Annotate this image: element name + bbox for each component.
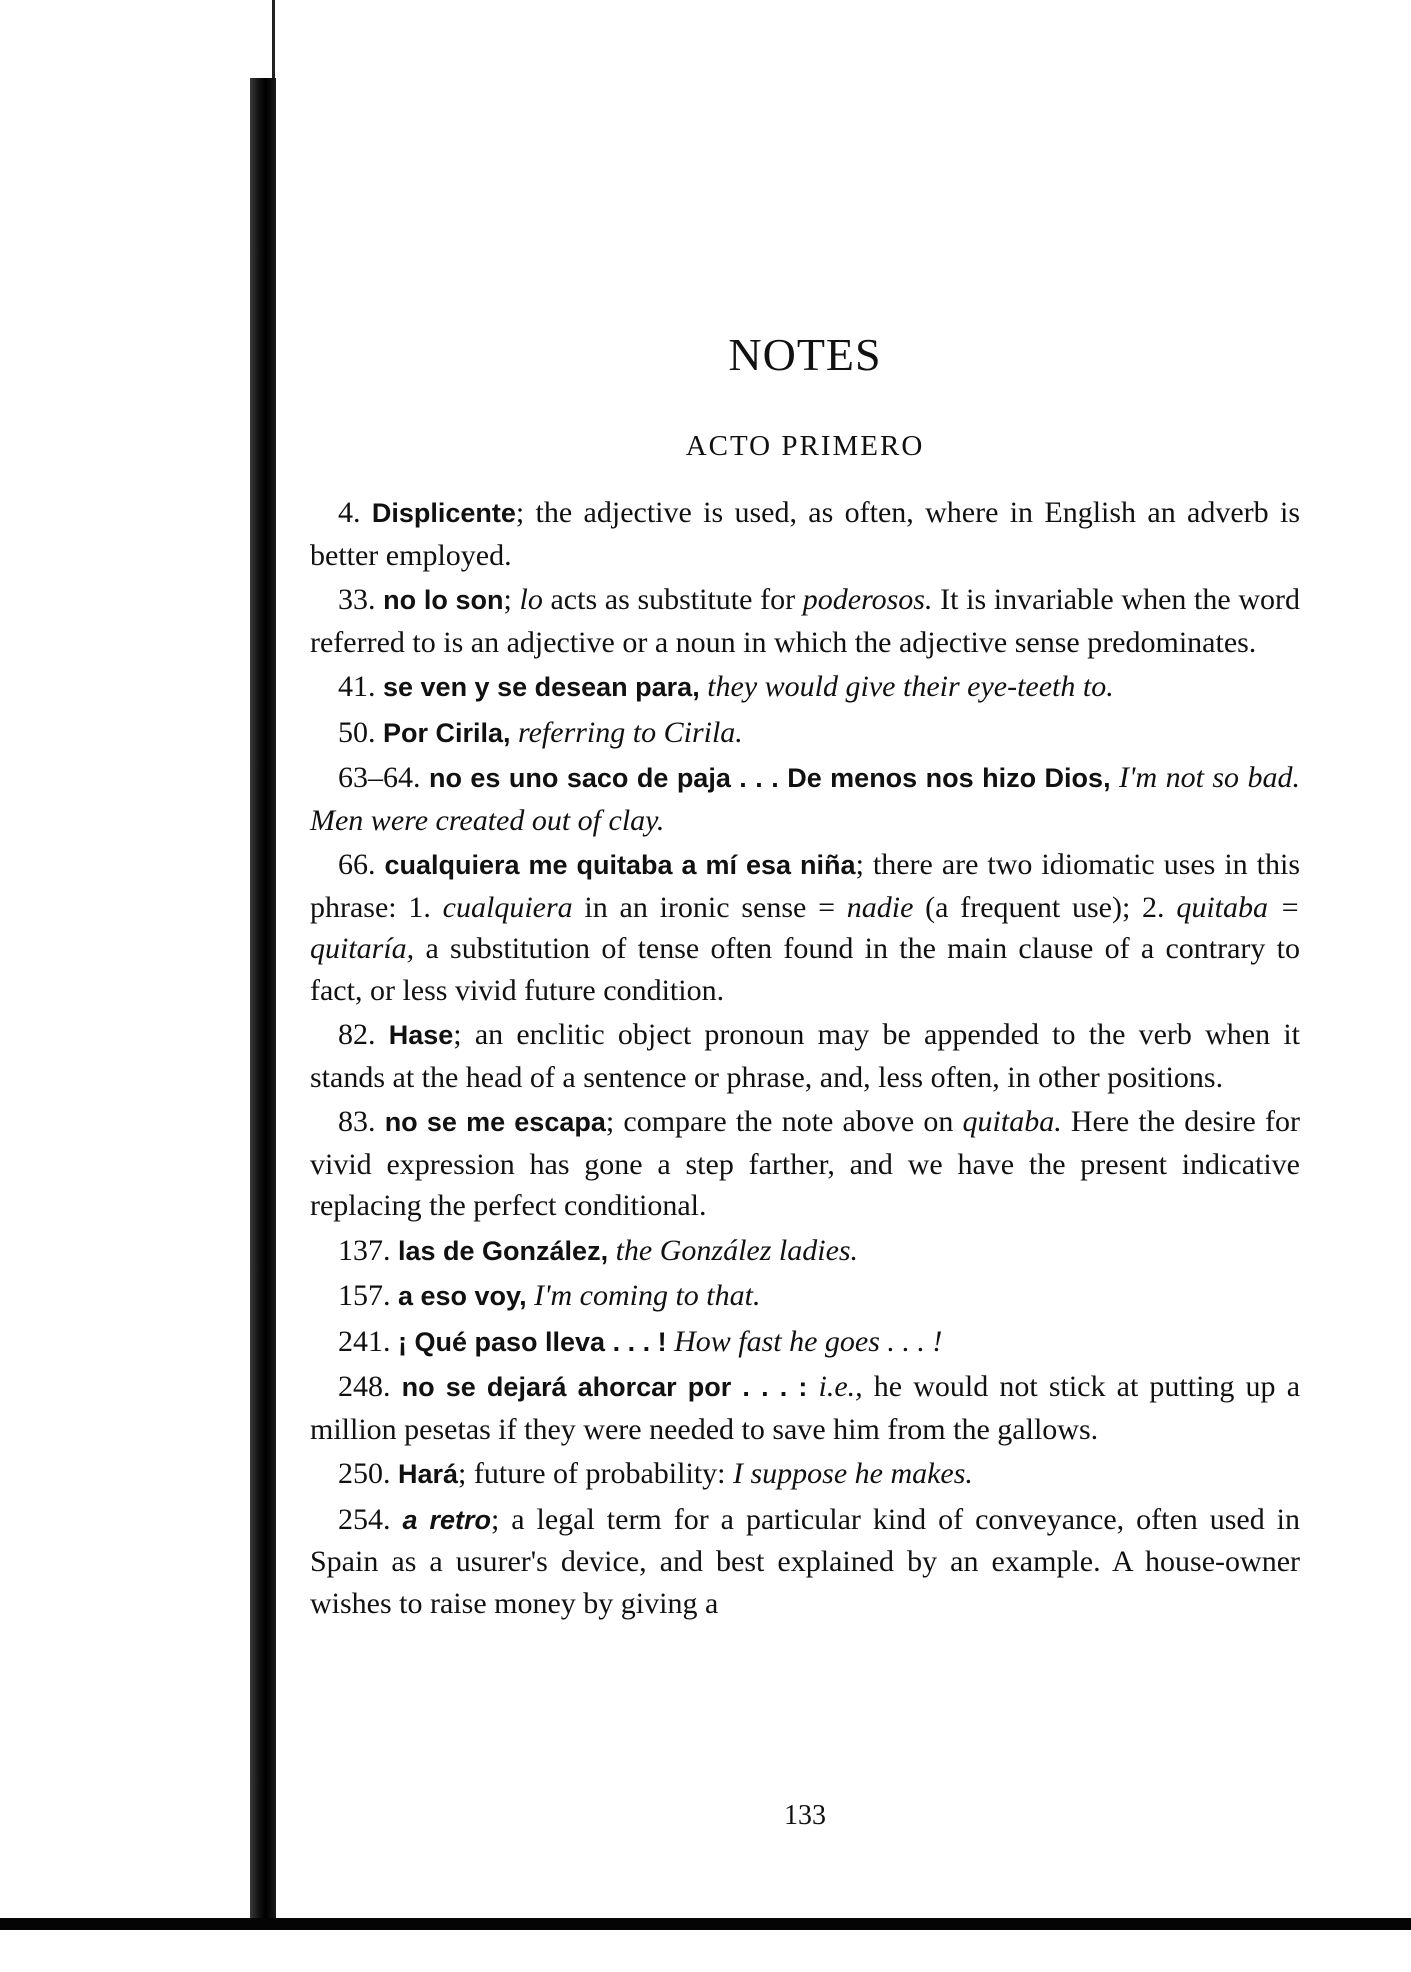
note-text: ; the adjective is used, as often, where in English an adverb is better employed. [310,496,1301,572]
note-number: 250. [338,1457,391,1490]
note-text: ; compare the note above on [605,1105,963,1138]
note-headword: Displicente [371,498,516,528]
note-italic: i.e., [818,1370,863,1403]
note-italic: cualquiera [442,890,573,924]
note-41 [310,666,1300,709]
book-spine-shadow [250,78,276,1920]
note-italic: I'm not so bad. Men were created out of clay. [310,761,1301,837]
note-headword: no se dejará ahorcar por . . . : [401,1372,808,1402]
note-text: ; there are two idiomatic uses in this phrase: 1. [310,848,1301,924]
note-text: (a frequent use); 2. [913,890,1177,924]
note-headword: ¡ Qué paso lleva . . . ! [398,1326,667,1357]
note-number: 83. [338,1105,376,1138]
note-headword: Hase [388,1020,454,1050]
note-headword: a retro [402,1504,491,1535]
note-headword: cualquiera me quitaba a mí esa niña [384,850,856,880]
note-text: in an ironic sense = [572,890,847,924]
note-250 [310,1453,1300,1496]
note-text: he would not stick at putting up a million pesetas if they were needed to save him from the gallows. [310,1370,1301,1446]
note-248 [310,1366,1300,1450]
note-63-64 [310,757,1300,841]
note-headword: a eso voy, [398,1281,527,1311]
note-text: acts as substitute for [542,583,803,616]
note-italic: the González ladies. [615,1233,859,1267]
note-number: 157. [338,1279,391,1312]
note-italic: nadie [846,890,914,924]
note-text: Here the desire for vivid expression has gone a step farther, and we have the present indicative replacing the perfect conditional. [310,1105,1300,1222]
note-headword: no se me escapa [384,1107,606,1137]
note-text: a substitution of tense often found in the main clause of a contrary to fact, or less vivid future condition. [310,932,1300,1007]
note-italic: quitaba. [962,1105,1062,1138]
note-83 [310,1101,1300,1227]
note-number: 63–64. [338,761,421,794]
note-66 [310,844,1300,1011]
note-number: 66. [338,848,376,881]
note-number: 33. [338,583,376,616]
note-33 [310,579,1300,663]
note-headword: Hará [398,1459,459,1489]
note-italic: I'm coming to that. [534,1279,761,1312]
note-50 [310,712,1300,755]
note-number: 41. [338,670,376,703]
note-241 [310,1321,1300,1364]
note-italic: I suppose he makes. [732,1457,973,1490]
note-headword: las de González, [398,1235,609,1266]
note-number: 254. [338,1502,391,1536]
note-italic: lo [519,583,543,616]
note-headword: no lo son [383,585,504,615]
note-text: It is invariable when the word referred to is an adjective or a noun in which the adjective sense predominates. [310,583,1301,659]
page-number: 133 [784,1800,826,1831]
note-headword: Por Cirila, [383,717,511,748]
note-text: ; [503,583,520,616]
note-number: 248. [338,1370,391,1403]
note-137 [310,1230,1300,1273]
note-254 [310,1499,1300,1625]
note-italic: quitaba = quitaría, [310,890,1300,965]
note-4 [310,492,1300,576]
notes-list [310,492,1300,1627]
binding-edge-top [272,0,275,90]
note-headword: no es uno saco de paja . . . De menos nos hizo Dios, [428,763,1111,793]
note-number: 50. [338,715,376,749]
note-82 [310,1014,1300,1098]
note-text: ; a legal term for a particular kind of conveyance, often used in Spain as a usurer's device, and best explained by an example. A house-owner wishes to raise money by giving a [310,1502,1300,1620]
note-italic: they would give their eye-teeth to. [707,670,1114,703]
note-number: 241. [338,1324,391,1358]
note-157 [310,1275,1300,1318]
note-number: 82. [338,1018,376,1051]
note-italic: How fast he goes . . . ! [674,1324,943,1358]
note-headword: se ven y se desean para, [383,672,700,702]
page-bottom-edge [0,1918,1411,1930]
note-text: ; future of probability: [458,1457,733,1490]
note-text: ; an enclitic object pronoun may be appended to the verb when it stands at the head of a sentence or phrase, and, less often, in other positions. [310,1018,1301,1094]
note-italic: poderosos. [802,583,933,616]
note-number: 137. [338,1233,391,1267]
section-heading: ACTO PRIMERO [685,430,925,462]
page-title: NOTES [728,329,882,380]
note-italic: referring to Cirila. [518,715,743,749]
note-number: 4. [338,496,361,529]
